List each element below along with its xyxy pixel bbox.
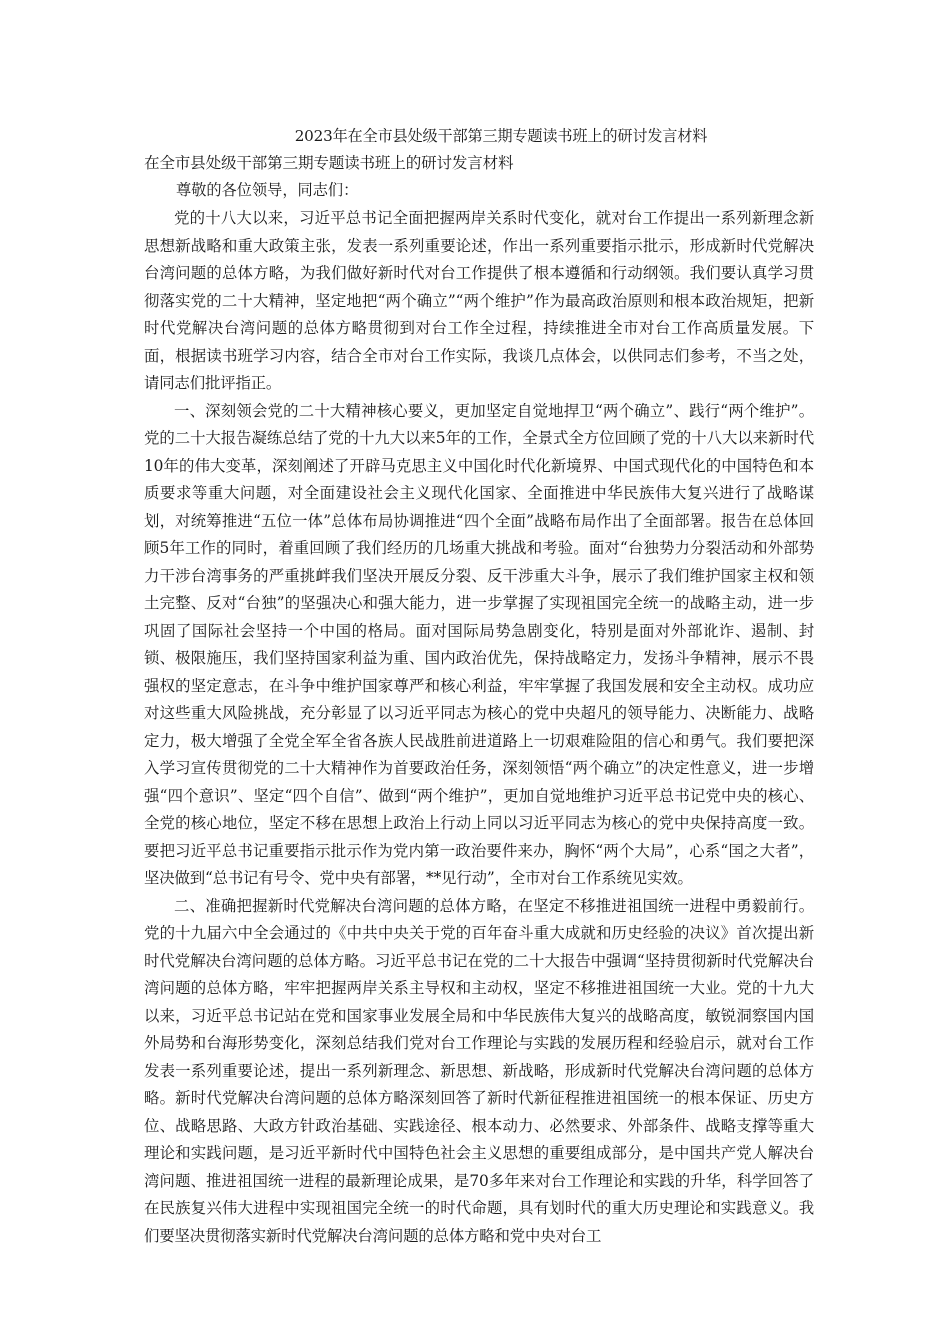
salutation: 尊敬的各位领导，同志们： — [176, 181, 359, 199]
paragraph-section-two: 二、准确把握新时代党解决台湾问题的总体方略，在坚定不移推进祖国统一进程中勇毅前行。党的十九届六中全会通过的《中共中央关于党的百年奋斗重大成就和历史经验的决议》首次提出新时代党解决台湾问题的总体方略。习近平总书记在党的二十大报告中强调“坚持贯彻新时代党解决台湾问题的总体方略，牢牢把握两岸关系主导权和主动权，坚定不移推进祖国统一大业。党的十九大以来，习近平总书记站在党和国家事业发展全局和中华民族伟大复兴的战略高度，敏锐洞察国内国外局势和台海形势变化，深刻总结我们党对台工作理论与实践的发展历程和经验启示，就对台工作发表一系列重要论述，提出一系列新理念、新思想、新战略，形成新时代党解决台湾问题的总体方略。新时代党解决台湾问题的总体方略深刻回答了新时代新征程推进祖国统一的根本保证、历史方位、战略思路、大政方针政治基础、实践途径、根本动力、必然要求、外部条件、战略支撑等重大理论和实践问题，是习近平新时代中国特色社会主义思想的重要组成部分，是中国共产党人解决台湾问题、推进祖国统一进程的最新理论成果，是70多年来对台工作理论和实践的升华，科学回答了在民族复兴伟大进程中实现祖国完全统一的时代命题，具有划时代的重大历史理论和实践意义。我们要坚决贯彻落实新时代党解决台湾问题的总体方略和党中央对台工 — [144, 896, 814, 1245]
document-subtitle: 在全市县处级干部第三期专题读书班上的研讨发言材料 — [144, 154, 514, 172]
document-body — [144, 124, 814, 1250]
document-title: 2023年在全市县处级干部第三期专题读书班上的研讨发言材料 — [294, 127, 708, 145]
paragraph-intro: 党的十八大以来，习近平总书记全面把握两岸关系时代变化，就对台工作提出一系列新理念新思想新战略和重大政策主张，发表一系列重要论述，作出一系列重要指示批示，形成新时代党解决台湾问题的总体方略，为我们做好新时代对台工作提供了根本遵循和行动纲领。我们要认真学习贯彻落实党的二十大精神，坚定地把“两个确立”“两个维护”作为最高政治原则和根本政治规矩，把新时代党解决台湾问题的总体方略贯彻到对台工作全过程，持续推进全市对台工作高质量发展。下面，根据读书班学习内容，结合全市对台工作实际，我谈几点体会，以供同志们参考，不当之处，请同志们批评指正。 — [144, 209, 814, 392]
paragraph-section-one: 一、深刻领会党的二十大精神核心要义，更加坚定自觉地捍卫“两个确立”、践行“两个维护”。党的二十大报告凝练总结了党的十九大以来5年的工作，全景式全方位回顾了党的十八大以来新时代10年的伟大变革，深刻阐述了开辟马克思主义中国化时代化新境界、中国式现代化的中国特色和本质要求等重大问题，对全面建设社会主义现代化国家、全面推进中华民族伟大复兴进行了战略谋划，对统筹推进“五位一体”总体布局协调推进“四个全面”战略布局作出了全面部署。报告在总体回顾5年工作的同时，着重回顾了我们经历的几场重大挑战和考验。面对“台独势力分裂活动和外部势力干涉台湾事务的严重挑衅我们坚决开展反分裂、反干涉重大斗争，展示了我们维护国家主权和领土完整、反对“台独”的坚强决心和强大能力，进一步掌握了实现祖国完全统一的战略主动，进一步巩固了国际社会坚持一个中国的格局。面对国际局势急剧变化，特别是面对外部讹诈、遏制、封锁、极限施压，我们坚持国家利益为重、国内政治优先，保持战略定力，发扬斗争精神，展示不畏强权的坚定意志，在斗争中维护国家尊严和核心利益，牢牢掌握了我国发展和安全主动权。成功应对这些重大风险挑战，充分彰显了以习近平同志为核心的党中央超凡的领导能力、决断能力、战略定力，极大增强了全党全军全省各族人民战胜前进道路上一切艰难险阻的信心和勇气。我们要把深入学习宣传贯彻党的二十大精神作为首要政治任务，深刻领悟“两个确立”的决定性意义，进一步增强“四个意识”、坚定“四个自信”、做到“两个维护”，更加自觉地维护习近平总书记党中央的核心、全党的核心地位，坚定不移在思想上政治上行动上同以习近平同志为核心的党中央保持高度一致。要把习近平总书记重要指示批示作为党内第一政治要件来办，胸怀“两个大局”，心系“国之大者”，坚决做到“总书记有号令、党中央有部署，**见行动”，全市对台工作系统见实效。 — [144, 401, 814, 887]
